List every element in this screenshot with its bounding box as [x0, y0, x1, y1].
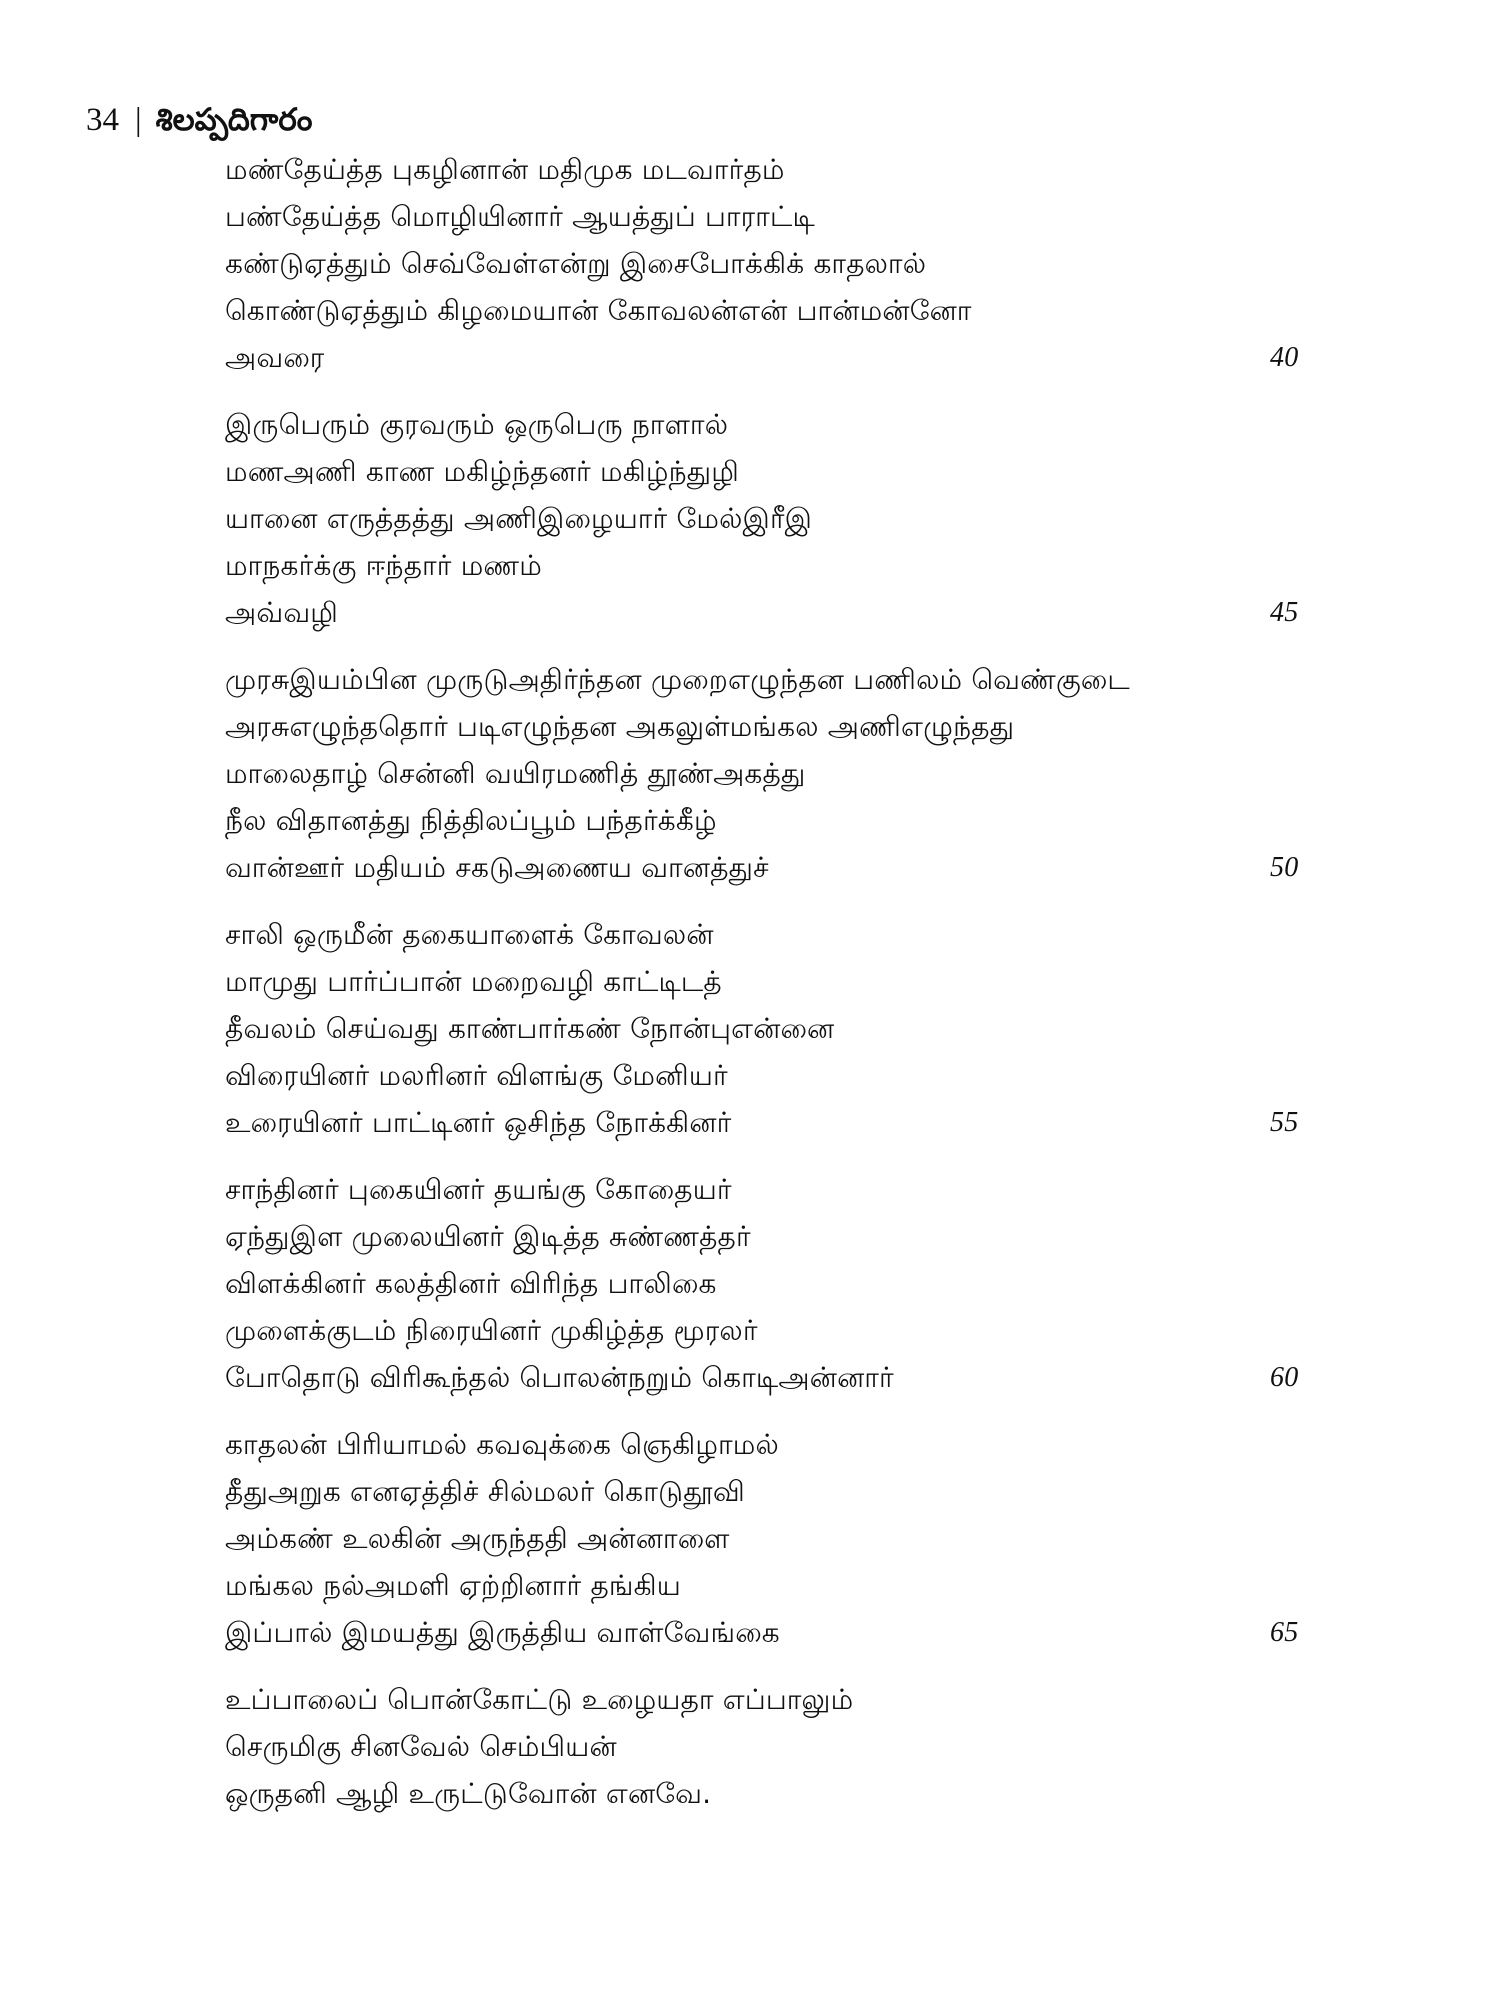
verse-line [225, 495, 1385, 542]
verse-text: ஏந்துஇள முலையினர் இடித்த சுண்ணத்தர் [225, 1220, 751, 1253]
line-number: 55 [1270, 1107, 1299, 1138]
stanza [225, 1421, 1385, 1656]
verse-line [225, 797, 1385, 844]
verse-text: சாலி ஒருமீன் தகையாளைக் கோவலன் [225, 918, 714, 951]
verse-text: அரசுஎழுந்ததொர் படிஎழுந்தன அகலுள்மங்கல அணிஎழுந்தது [225, 710, 1015, 743]
verse-line [225, 1421, 1385, 1468]
verse-text: விரையினர் மலரினர் விளங்கு மேனியர் [225, 1059, 728, 1092]
verse-line [225, 844, 1385, 891]
verse-line [225, 1307, 1385, 1354]
verse-text: வான்ஊர் மதியம் சகடுஅணைய வானத்துச் [225, 851, 769, 884]
stanza [225, 401, 1385, 636]
verse-text: விளக்கினர் கலத்தினர் விரிந்த பாலிகை [225, 1267, 717, 1300]
verse-line [225, 1609, 1385, 1656]
verse-line [225, 589, 1385, 636]
header-separator: | [135, 101, 142, 138]
verse-line [225, 911, 1385, 958]
verse-line [225, 1052, 1385, 1099]
verse-line [225, 703, 1385, 750]
verse-body [225, 146, 1385, 1837]
book-title: శిలప్పదిగారం [155, 101, 313, 138]
stanza [225, 911, 1385, 1146]
verse-text: தீவலம் செய்வது காண்பார்கண் நோன்புஎன்னை [225, 1012, 835, 1045]
verse-text: மாநகர்க்கு ஈந்தார் மணம் [225, 549, 542, 582]
verse-line [225, 958, 1385, 1005]
verse-text: தீதுஅறுக எனஏத்திச் சில்மலர் கொடுதூவி [225, 1475, 745, 1508]
verse-line [225, 1166, 1385, 1213]
verse-line [225, 1005, 1385, 1052]
verse-text: சாந்தினர் புகையினர் தயங்கு கோதையர் [225, 1173, 732, 1206]
stanza [225, 1166, 1385, 1401]
verse-text: மங்கல நல்அமளி ஏற்றினார் தங்கிய [225, 1569, 681, 1602]
line-number: 65 [1270, 1617, 1299, 1648]
verse-text: செருமிகு சினவேல் செம்பியன் [225, 1730, 617, 1763]
stanza [225, 146, 1385, 381]
verse-text: உப்பாலைப் பொன்கோட்டு உழையதா எப்பாலும் [225, 1683, 854, 1716]
verse-line [225, 1213, 1385, 1260]
verse-text: அவ்வழி [225, 596, 339, 629]
verse-line [225, 334, 1385, 381]
page-number: 34 [86, 101, 119, 138]
verse-text: மாமுது பார்ப்பான் மறைவழி காட்டிடத் [225, 965, 722, 998]
verse-line [225, 240, 1385, 287]
verse-line [225, 542, 1385, 589]
stanza [225, 1676, 1385, 1817]
verse-text: உரையினர் பாட்டினர் ஒசிந்த நோக்கினர் [225, 1106, 732, 1139]
line-number: 40 [1270, 342, 1299, 373]
verse-line [225, 1723, 1385, 1770]
stanza [225, 656, 1385, 891]
verse-line [225, 750, 1385, 797]
verse-text: அம்கண் உலகின் அருந்ததி அன்னாளை [225, 1522, 730, 1555]
line-number: 50 [1270, 852, 1299, 883]
verse-line [225, 656, 1385, 703]
verse-line [225, 1354, 1385, 1401]
verse-text: நீல விதானத்து நித்திலப்பூம் பந்தர்க்கீழ் [225, 804, 717, 837]
page-header [86, 96, 312, 144]
line-number: 45 [1270, 597, 1299, 628]
verse-text: யானை எருத்தத்து அணிஇழையார் மேல்இரீஇ [225, 502, 813, 535]
verse-text: போதொடு விரிகூந்தல் பொலன்நறும் கொடிஅன்னார் [225, 1361, 894, 1394]
verse-line [225, 1676, 1385, 1723]
verse-text: அவரை [225, 341, 325, 374]
verse-line [225, 1562, 1385, 1609]
verse-text: மண்தேய்த்த புகழினான் மதிமுக மடவார்தம் [225, 153, 785, 186]
verse-text: கொண்டுஏத்தும் கிழமையான் கோவலன்என் பான்மன்னோ [225, 294, 972, 327]
verse-line [225, 1099, 1385, 1146]
verse-line [225, 1770, 1385, 1817]
verse-text: பண்தேய்த்த மொழியினார் ஆயத்துப் பாராட்டி [225, 200, 815, 233]
verse-text: ஒருதனி ஆழி உருட்டுவோன் எனவே. [225, 1777, 712, 1810]
verse-line [225, 1468, 1385, 1515]
verse-line [225, 1260, 1385, 1307]
verse-line [225, 193, 1385, 240]
line-number: 60 [1270, 1362, 1299, 1393]
verse-line [225, 146, 1385, 193]
verse-text: இப்பால் இமயத்து இருத்திய வாள்வேங்கை [225, 1616, 780, 1649]
verse-line [225, 287, 1385, 334]
verse-text: மாலைதாழ் சென்னி வயிரமணித் தூண்அகத்து [225, 757, 806, 790]
verse-text: கண்டுஏத்தும் செவ்வேள்என்று இசைபோக்கிக் காதலால் [225, 247, 927, 280]
verse-text: மணஅணி காண மகிழ்ந்தனர் மகிழ்ந்துழி [225, 455, 739, 488]
verse-line [225, 448, 1385, 495]
verse-text: இருபெரும் குரவரும் ஒருபெரு நாளால் [225, 408, 729, 441]
verse-text: முரசுஇயம்பின முருடுஅதிர்ந்தன முறைஎழுந்தன பணிலம் வெண்குடை [225, 663, 1130, 696]
verse-line [225, 1515, 1385, 1562]
verse-text: முளைக்குடம் நிரையினர் முகிழ்த்த மூரலர் [225, 1314, 758, 1347]
verse-text: காதலன் பிரியாமல் கவவுக்கை ஞெகிழாமல் [225, 1428, 779, 1461]
verse-line [225, 401, 1385, 448]
